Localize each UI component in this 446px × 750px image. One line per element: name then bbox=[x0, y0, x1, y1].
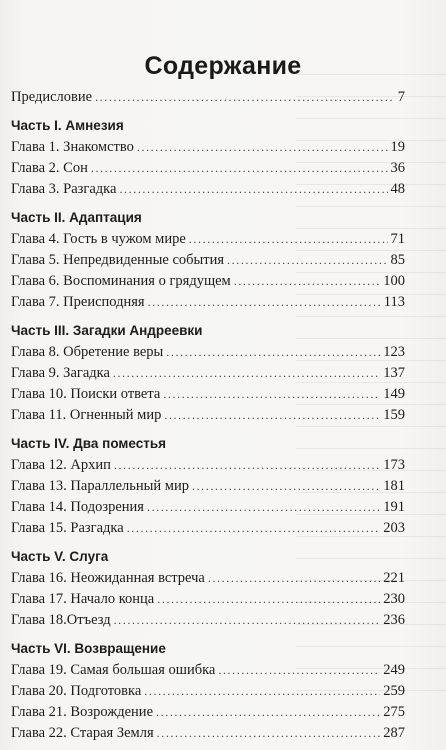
dot-leader bbox=[114, 458, 380, 473]
toc-entry[interactable] bbox=[11, 139, 405, 160]
dot-leader bbox=[192, 479, 380, 494]
table-of-contents bbox=[11, 89, 405, 746]
toc-entry-label: Глава 15. Разгадка bbox=[11, 520, 124, 536]
toc-entry-page: 7 bbox=[397, 89, 405, 105]
toc-part-heading[interactable]: Часть III. Загадки Андреевки bbox=[11, 323, 203, 338]
toc-entry-page: 259 bbox=[383, 683, 405, 699]
toc-entry-label: Глава 19. Самая большая ошибка bbox=[11, 662, 216, 678]
toc-entry-page: 19 bbox=[390, 139, 405, 155]
dot-leader bbox=[144, 684, 380, 699]
toc-entry-label: Глава 14. Подозрения bbox=[11, 499, 144, 515]
toc-entry-label: Глава 13. Параллельный мир bbox=[11, 478, 189, 494]
toc-entry-page: 236 bbox=[383, 612, 405, 628]
toc-entry-label: Глава 5. Непредвиденные события bbox=[11, 252, 225, 268]
toc-entry-page: 100 bbox=[383, 273, 405, 289]
toc-entry-page: 249 bbox=[383, 662, 405, 678]
toc-entry[interactable] bbox=[11, 457, 405, 478]
toc-entry[interactable] bbox=[11, 612, 405, 633]
toc-parts bbox=[11, 118, 405, 746]
toc-entry-page: 36 bbox=[390, 160, 405, 176]
toc-entry-page: 191 bbox=[383, 499, 405, 515]
toc-entry-label: Глава 9. Загадка bbox=[11, 365, 110, 381]
toc-entry-label: Глава 7. Преисподняя bbox=[11, 294, 145, 310]
toc-entry-page: 221 bbox=[383, 570, 405, 586]
toc-part-heading[interactable]: Часть IV. Два поместья bbox=[11, 436, 167, 451]
toc-entry[interactable] bbox=[11, 231, 405, 252]
toc-entry-label: Глава 22. Старая Земля bbox=[11, 725, 154, 741]
dot-leader bbox=[163, 387, 380, 402]
toc-part-heading[interactable]: Часть I. Амнезия bbox=[11, 118, 124, 133]
dot-leader bbox=[189, 232, 388, 247]
toc-entry-label: Глава 16. Неожиданная встреча bbox=[11, 570, 205, 586]
toc-entry[interactable] bbox=[11, 570, 405, 591]
toc-entry-page: 123 bbox=[383, 344, 405, 360]
toc-entry-label: Глава 17. Начало конца bbox=[11, 591, 155, 607]
toc-entry[interactable] bbox=[11, 520, 405, 541]
toc-entry-page: 85 bbox=[390, 252, 405, 268]
dot-leader bbox=[157, 592, 380, 607]
dot-leader bbox=[208, 571, 380, 586]
toc-part-heading[interactable]: Часть V. Слуга bbox=[11, 549, 109, 564]
dot-leader bbox=[95, 90, 392, 105]
toc-entry[interactable] bbox=[11, 386, 405, 407]
dot-leader bbox=[114, 613, 381, 628]
toc-entry-page: 275 bbox=[383, 704, 405, 720]
dot-leader bbox=[218, 663, 380, 678]
dot-leader bbox=[147, 500, 380, 515]
dot-leader bbox=[164, 408, 380, 423]
toc-entry[interactable] bbox=[11, 294, 405, 315]
dot-leader bbox=[234, 274, 381, 289]
toc-entry-label: Глава 21. Возрождение bbox=[11, 704, 154, 720]
page-title: Содержание bbox=[144, 52, 302, 80]
toc-entry[interactable] bbox=[11, 704, 405, 725]
toc-entry[interactable] bbox=[11, 160, 405, 181]
dot-leader bbox=[166, 345, 380, 360]
dot-leader bbox=[157, 726, 381, 741]
toc-entry-label: Глава 1. Знакомство bbox=[11, 139, 134, 155]
toc-entry-label: Глава 18.Отъезд bbox=[11, 612, 111, 628]
dot-leader bbox=[119, 182, 387, 197]
toc-entry-label: Глава 3. Разгадка bbox=[11, 181, 117, 197]
toc-entry-page: 137 bbox=[383, 365, 405, 381]
dot-leader bbox=[156, 705, 380, 720]
toc-entry-label: Глава 2. Сон bbox=[11, 160, 88, 176]
toc-entry-page: 287 bbox=[383, 725, 405, 741]
toc-entry-page: 48 bbox=[390, 181, 405, 197]
toc-entry[interactable] bbox=[11, 252, 405, 273]
toc-entry-page: 173 bbox=[383, 457, 405, 473]
toc-entry-label: Глава 10. Поиски ответа bbox=[11, 386, 161, 402]
toc-entry-label: Глава 12. Архип bbox=[11, 457, 111, 473]
toc-entry-page: 149 bbox=[383, 386, 405, 402]
toc-entry[interactable] bbox=[11, 365, 405, 386]
dot-leader bbox=[127, 521, 381, 536]
toc-entry-page: 113 bbox=[383, 294, 405, 310]
toc-entry[interactable] bbox=[11, 683, 405, 704]
toc-entry-label: Глава 11. Огненный мир bbox=[11, 407, 162, 423]
toc-entry[interactable] bbox=[11, 499, 405, 520]
toc-entry-page: 230 bbox=[383, 591, 405, 607]
toc-entry-label: Глава 6. Воспоминания о грядущем bbox=[11, 273, 231, 289]
dot-leader bbox=[227, 253, 387, 268]
toc-entry-label: Глава 4. Гость в чужом мире bbox=[11, 231, 186, 247]
dot-leader bbox=[148, 295, 381, 310]
toc-entry-page: 181 bbox=[383, 478, 405, 494]
toc-entry-page: 159 bbox=[383, 407, 405, 423]
dot-leader bbox=[91, 161, 388, 176]
toc-entry-page: 203 bbox=[383, 520, 405, 536]
dot-leader bbox=[113, 366, 380, 381]
toc-entry[interactable] bbox=[11, 725, 405, 746]
toc-entry-preface[interactable] bbox=[11, 89, 405, 110]
toc-entry[interactable] bbox=[11, 181, 405, 202]
toc-entry[interactable] bbox=[11, 344, 405, 365]
toc-entry-label: Предисловие bbox=[11, 89, 93, 105]
toc-entry[interactable] bbox=[11, 478, 405, 499]
toc-entry[interactable] bbox=[11, 273, 405, 294]
toc-entry[interactable] bbox=[11, 407, 405, 428]
toc-part-heading[interactable]: Часть VI. Возвращение bbox=[11, 641, 166, 656]
toc-entry[interactable] bbox=[11, 591, 405, 612]
toc-entry-page: 71 bbox=[390, 231, 405, 247]
toc-part-heading[interactable]: Часть II. Адаптация bbox=[11, 210, 142, 225]
dot-leader bbox=[137, 140, 388, 155]
toc-entry-label: Глава 8. Обретение веры bbox=[11, 344, 164, 360]
toc-entry[interactable] bbox=[11, 662, 405, 683]
toc-entry-label: Глава 20. Подготовка bbox=[11, 683, 142, 699]
